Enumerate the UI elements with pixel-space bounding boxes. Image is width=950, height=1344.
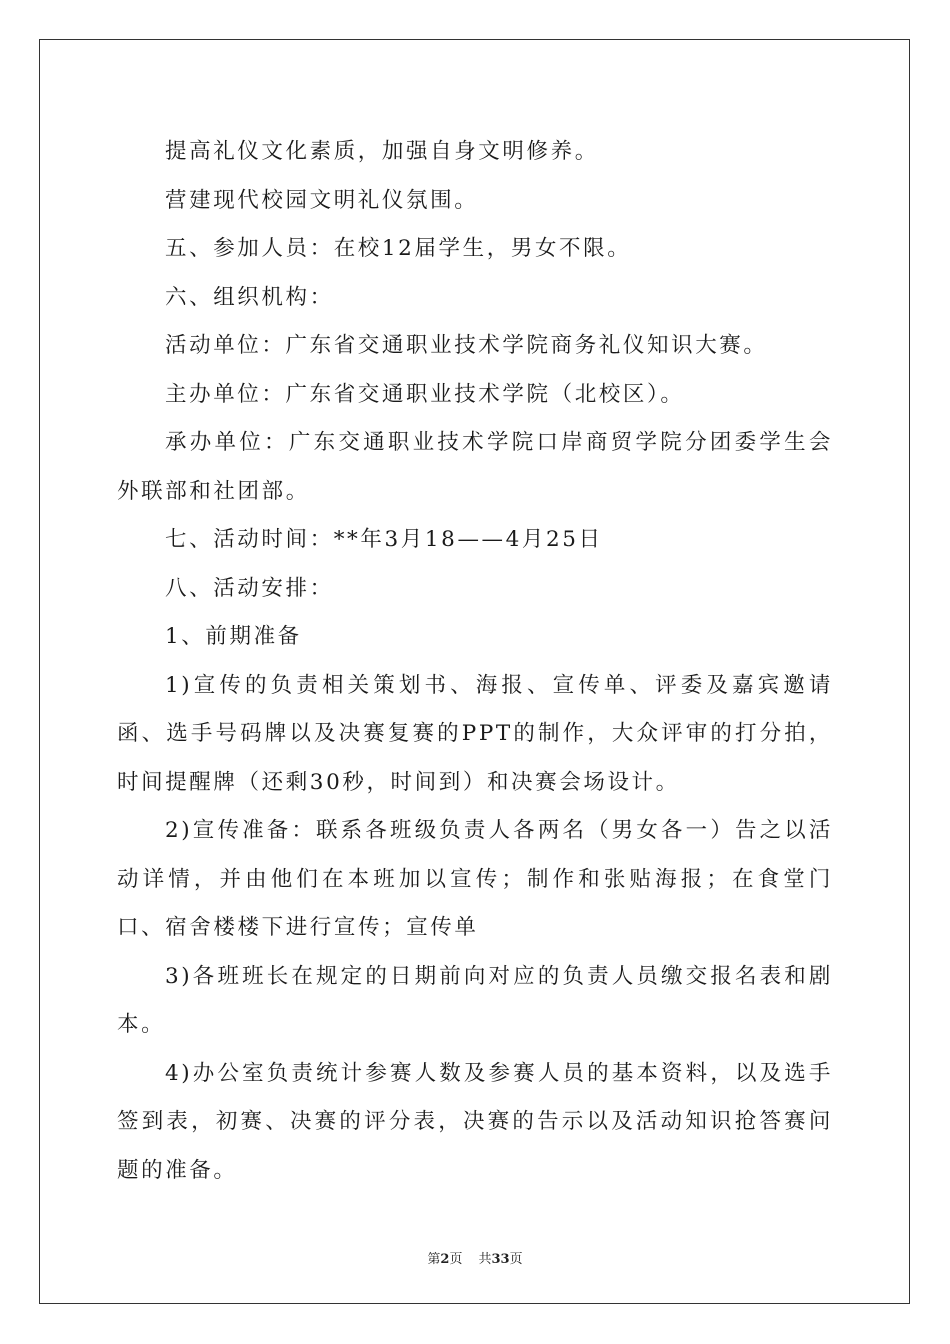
paragraph: 营建现代校园文明礼仪氛围。 <box>165 187 479 213</box>
section-heading: 八、活动安排： <box>165 575 334 601</box>
list-item: 3)各班班长在规定的日期前向对应的负责人员缴交报名表和剧本。 <box>117 963 833 1037</box>
section-heading: 六、组织机构： <box>165 284 334 310</box>
page-prefix: 第 <box>427 1252 441 1267</box>
list-item: 1)宣传的负责相关策划书、海报、宣传单、评委及嘉宾邀请函、选手号码牌以及决赛复赛的PPT的制作，大众评审的打分拍，时间提醒牌（还剩30秒，时间到）和决赛会场设计。 <box>117 672 833 795</box>
total-prefix: 共 <box>478 1252 492 1267</box>
paragraph: 承办单位：广东交通职业技术学院口岸商贸学院分团委学生会外联部和社团部。 <box>117 430 833 504</box>
page-suffix: 页 <box>449 1252 463 1267</box>
paragraph: 五、参加人员：在校12届学生，男女不限。 <box>165 236 632 261</box>
total-pages: 33 <box>491 1252 510 1267</box>
page-number: 2 <box>440 1252 450 1267</box>
page-footer <box>0 1248 950 1267</box>
paragraph: 提高礼仪文化素质，加强自身文明修养。 <box>165 139 599 164</box>
paragraph: 主办单位：广东省交通职业技术学院（北校区）。 <box>165 381 685 407</box>
paragraph: 活动单位：广东省交通职业技术学院商务礼仪知识大赛。 <box>165 333 768 358</box>
total-suffix: 页 <box>509 1252 523 1267</box>
list-item: 4)办公室负责统计参赛人数及参赛人员的基本资料，以及选手签到表，初赛、决赛的评分表，决赛的告示以及活动知识抢答赛问题的准备。 <box>117 1060 833 1183</box>
list-item: 2)宣传准备：联系各班级负责人各两名（男女各一）告之以活动详情，并由他们在本班加以宣传；制作和张贴海报；在食堂门口、宿舍楼楼下进行宣传；宣传单 <box>117 818 833 940</box>
document-body <box>117 128 833 1195</box>
subsection-heading: 1、前期准备 <box>165 624 302 649</box>
paragraph: 七、活动时间：**年3月18——4月25日 <box>165 527 603 552</box>
